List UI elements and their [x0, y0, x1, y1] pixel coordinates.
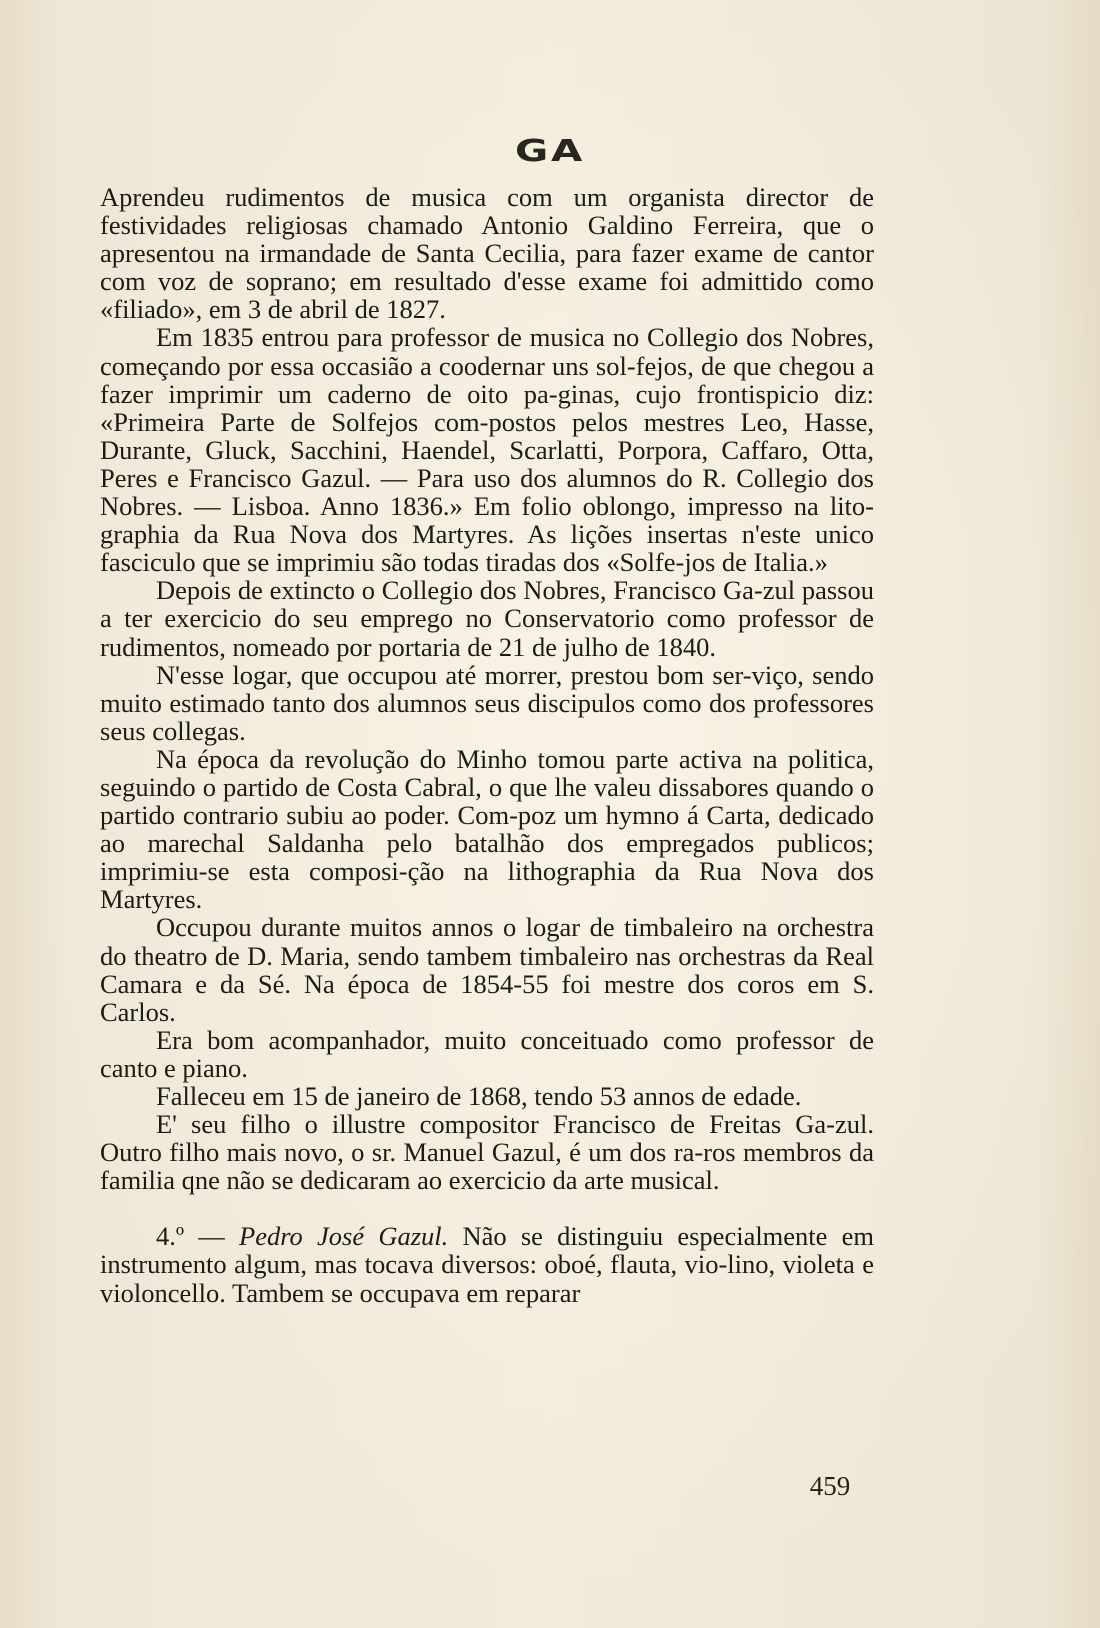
- page-number: 459: [809, 1471, 851, 1501]
- paragraph: Na época da revolução do Minho tomou parte activa na politica, seguindo o partido de Costa Cabral, o que lhe valeu dissabores quando o partido contrario subiu ao poder. Com-poz um hymno á Carta, dedicado ao marechal Saldanha pelo batalhão dos empregados publicos; imprimiu-se esta composi-ção na lithographia da Rua Nova dos Martyres.: [100, 743, 874, 915]
- entry-name: Pedro José Gazul.: [239, 1221, 449, 1252]
- paragraph: E' seu filho o illustre compositor Francisco de Freitas Ga-zul. Outro filho mais novo, o sr. Manuel Gazul, é um dos ra-ros membros da familia qne não se dedicaram ao exercicio da arte musical.: [100, 1109, 874, 1196]
- paragraph: N'esse logar, que occupou até morrer, prestou bom ser-viço, sendo muito estimado tanto dos alumnos seus discipulos como dos professores seus collegas.: [100, 659, 874, 746]
- body-text: [100, 183, 874, 1307]
- paragraph: Aprendeu rudimentos de musica com um organista director de festividades religiosas chamado Antonio Galdino Ferreira, que o apresentou na irmandade de Santa Cecilia, para fazer exame de cantor com voz de soprano; em resultado d'esse exame foi admittido como «filiado», em 3 de abril de 1827.: [100, 182, 874, 325]
- paragraph: Falleceu em 15 de janeiro de 1868, tendo 53 annos de edade.: [156, 1081, 802, 1111]
- entry-number: 4.º —: [156, 1221, 225, 1252]
- entry-text: Não se distinguiu especialmente em instrumento algum, mas tocava diversos: oboé, flauta, vio-lino, violeta e violoncello. Tambem se occupava em reparar: [100, 1221, 875, 1308]
- paragraph: Era bom acompanhador, muito conceituado como professor de canto e piano.: [100, 1024, 874, 1083]
- paragraph: Occupou durante muitos annos o logar de timbaleiro na orchestra do theatro de D. Maria, sendo tambem timbaleiro nas orchestras da Real Camara e da Sé. Na época de 1854-55 foi mestre dos coros em S. Carlos.: [100, 912, 874, 1027]
- running-head: GA: [515, 134, 585, 169]
- paragraph: Depois de extincto o Collegio dos Nobres, Francisco Ga-zul passou a ter exercicio do seu emprego no Conservatorio como professor de rudimentos, nomeado por portaria de 21 de julho de 1840.: [100, 575, 874, 662]
- numbered-entry: [100, 1222, 874, 1306]
- paragraph: Em 1835 entrou para professor de musica no Collegio dos Nobres, começando por essa occasião a coodernar uns sol-fejos, de que chegou a fazer imprimir um caderno de oito pa-ginas, cujo frontispicio diz: «Primeira Parte de Solfejos com-postos pelos mestres Leo, Hasse, Durante, Gluck, Sacchini, Haendel, Scarlatti, Porpora, Caffaro, Otta, Peres e Francisco Gazul. — Para uso dos alumnos do R. Collegio dos Nobres. — Lisboa. Anno 1836.» Em folio oblongo, impresso na lito-graphia da Rua Nova dos Martyres. As lições insertas n'este unico fasciculo que se imprimiu são todas tiradas dos «Solfe-jos de Italia.»: [100, 322, 874, 578]
